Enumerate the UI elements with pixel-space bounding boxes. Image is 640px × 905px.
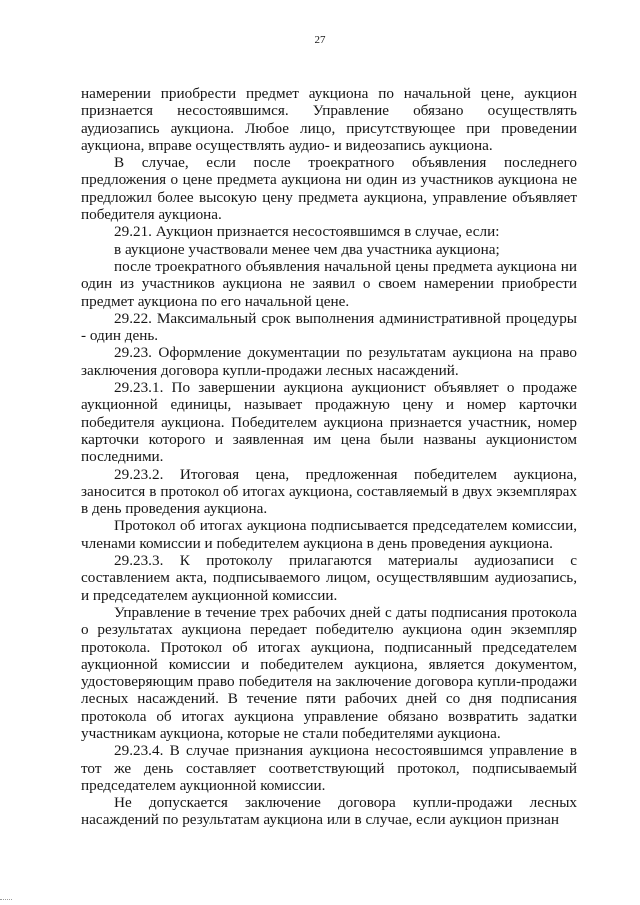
paragraph-29-21: 29.21. Аукцион признается несостоявшимся в случае, если:: [114, 223, 500, 241]
paragraph-29-23-3: 29.23.3. К протоколу прилагаются материалы аудиозаписи с составлением акта, подписываемого лицом, осуществлявшим аудиозапись, и председателем аукционной комиссии.: [81, 552, 577, 604]
document-body: [81, 85, 577, 829]
scan-edge-mark: [0, 899, 12, 900]
paragraph-29-23-2: 29.23.2. Итоговая цена, предложенная победителем аукциона, заносится в протокол об итогах аукциона, составляемый в двух экземплярах в день проведения аукциона.: [81, 465, 577, 518]
paragraph-29-22: 29.22. Максимальный срок выполнения административной процедуры - один день.: [81, 309, 577, 345]
page-number: 27: [314, 34, 326, 46]
paragraph-protocol-transfer: Управление в течение трех рабочих дней с даты подписания протокола о результатах аукциона передает победителю аукциона один экземпляр протокола. Протокол об итогах аукциона, подписанный председателем аукционной комиссии и победителем аукциона, является документом, удостоверяющим право победителя на заключение договора купли-продажи лесных насаждений. В течение пяти рабочих дней со дня подписания протокола об итогах аукциона управление обязано возвратить задатки участникам аукциона, которые не стали победителями аукциона.: [81, 603, 577, 742]
paragraph-29-21-item-1: в аукционе участвовали менее чем два участника аукциона;: [114, 240, 500, 258]
paragraph-29-23-4: 29.23.4. В случае признания аукциона несостоявшимся управление в тот же день составляет соответствующий протокол, подписываемый председателем аукционной комиссии.: [81, 742, 577, 794]
paragraph-29-23-1: 29.23.1. По завершении аукциона аукционист объявляет о продаже аукционной единицы, называет продажную цену и номер карточки победителя аукциона. Победителем аукциона признается участник, номер карточки которого и заявленная им цена были названы аукционистом последними.: [81, 379, 577, 466]
paragraph-contract-prohibition: Не допускается заключение договора купли-продажи лесных насаждений по результатам аукциона или в случае, если аукцион признан: [81, 794, 577, 829]
paragraph-continuation: намерении приобрести предмет аукциона по начальной цене, аукцион признается несостоявшимся. Управление обязано осуществлять аудиозапись аукциона. Любое лицо, присутствующее при проведении аукциона, вправе осуществлять аудио- и видеозапись аукциона.: [81, 85, 577, 154]
paragraph-last-bid: В случае, если после троекратного объявления последнего предложения о цене предмета аукциона ни один из участников аукциона не предложил более высокую цену предмета аукциона, управление объявляет победителя аукциона.: [81, 154, 577, 224]
paragraph-protocol-signing: Протокол об итогах аукциона подписывается председателем комиссии, членами комиссии и победителем аукциона в день проведения аукциона.: [81, 517, 577, 552]
paragraph-29-21-item-2: после троекратного объявления начальной цены предмета аукциона ни один из участников аукциона не заявил о своем намерении приобрести предмет аукциона по его начальной цене.: [81, 257, 577, 310]
paragraph-29-23: 29.23. Оформление документации по результатам аукциона на право заключения договора купли-продажи лесных насаждений.: [81, 344, 577, 379]
